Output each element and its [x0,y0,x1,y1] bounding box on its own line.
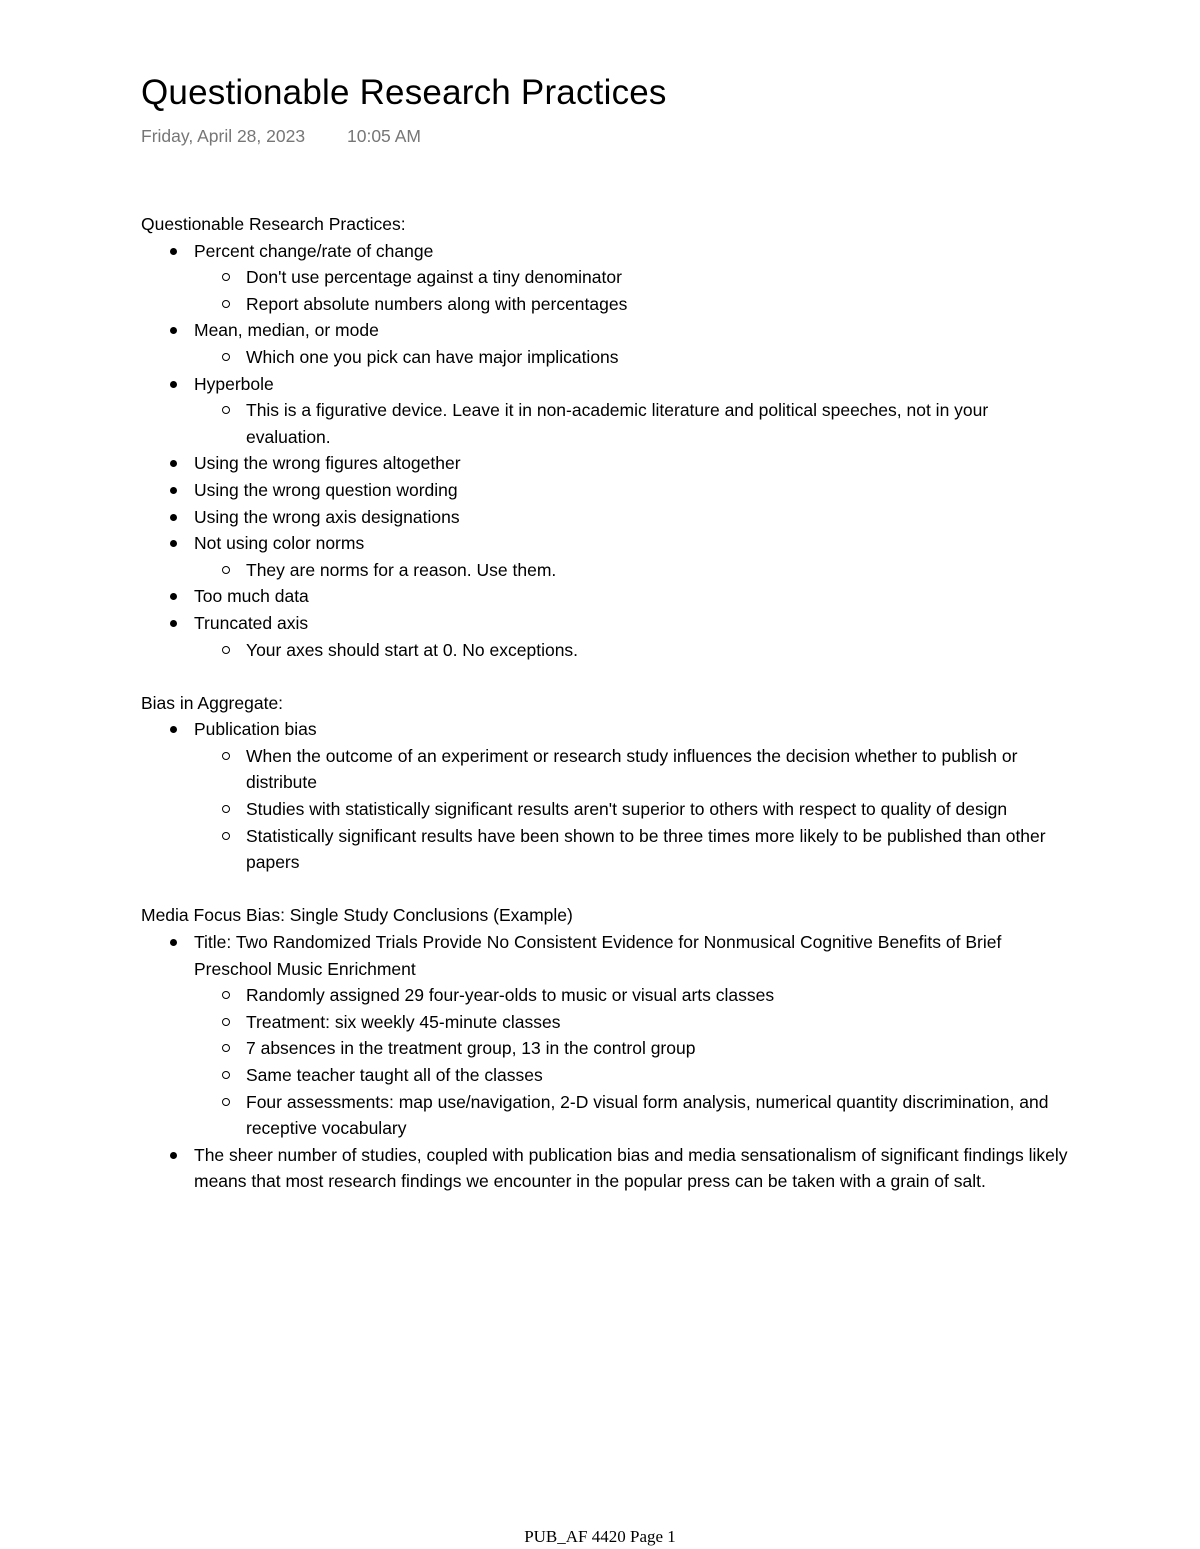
bullet-circle-icon [222,406,230,414]
bullet-dot-icon [170,726,177,733]
sub-list-item-text: When the outcome of an experiment or research study influences the decision whether to publish or distribute [246,745,1018,793]
bullet-circle-icon [222,273,230,281]
list-item-text: Not using color norms [194,533,365,554]
sub-bullet-list [194,982,1071,1142]
list-item-text: Using the wrong question wording [194,479,458,500]
sub-list-item-text: Don't use percentage against a tiny denominator [246,267,622,288]
sub-list-item [194,557,1071,584]
list-item-text: Using the wrong axis designations [194,506,460,527]
sub-list-item-text: Treatment: six weekly 45-minute classes [246,1011,561,1032]
sub-list-item [194,1089,1071,1142]
note-date: Friday, April 28, 2023 [141,126,306,146]
list-item [141,610,1071,663]
list-item [141,238,1071,318]
list-item [141,477,1071,504]
sub-list-item-text: Which one you pick can have major implications [246,346,619,367]
bullet-dot-icon [170,593,177,600]
list-item-text: Percent change/rate of change [194,240,434,261]
sub-list-item [194,1035,1071,1062]
sub-bullet-list [194,344,1071,371]
bullet-list [141,238,1071,664]
sub-list-item-text: This is a figurative device. Leave it in non-academic literature and political speeches, not in your evaluation. [246,400,989,447]
bullet-circle-icon [222,1044,230,1052]
list-item [141,317,1071,370]
list-item [141,504,1071,531]
sub-list-item [194,823,1071,876]
sub-list-item-text: Studies with statistically significant results aren't superior to others with respect to quality of design [246,799,1008,820]
section-heading: Questionable Research Practices: [141,214,406,234]
list-item-text: Mean, median, or mode [194,320,379,341]
list-item-text: Truncated axis [194,612,309,633]
sub-list-item-text: They are norms for a reason. Use them. [246,559,557,580]
list-item-text: Too much data [194,586,309,607]
sub-list-item [194,743,1071,796]
list-item [141,1142,1071,1195]
bullet-circle-icon [222,566,230,574]
bullet-list [141,716,1071,876]
bullet-dot-icon [170,939,177,946]
list-item-text: Title: Two Randomized Trials Provide No Consistent Evidence for Nonmusical Cognitive Benefits of Brief Preschool Music Enrichment [194,932,1002,979]
bullet-circle-icon [222,300,230,308]
bullet-circle-icon [222,832,230,840]
bullet-dot-icon [170,1152,177,1159]
sub-list-item [194,796,1071,823]
sub-list-item-text: Randomly assigned 29 four-year-olds to music or visual arts classes [246,985,775,1006]
bullet-dot-icon [170,620,177,627]
sub-list-item [194,344,1071,371]
page-footer: PUB_AF 4420 Page 1 [524,1527,676,1546]
sub-bullet-list [194,397,1071,450]
bullet-circle-icon [222,805,230,813]
bullet-dot-icon [170,460,177,467]
bullet-dot-icon [170,381,177,388]
bullet-circle-icon [222,752,230,760]
bullet-circle-icon [222,353,230,361]
bullet-dot-icon [170,487,177,494]
sub-list-item [194,291,1071,318]
bullet-circle-icon [222,646,230,654]
section-spacer [141,876,1071,903]
sub-list-item-text: 7 absences in the treatment group, 13 in the control group [246,1038,696,1059]
sub-bullet-list [194,743,1071,876]
section-heading: Bias in Aggregate: [141,692,284,713]
list-item [141,583,1071,610]
list-item [141,371,1071,451]
section-heading: Media Focus Bias: Single Study Conclusions (Example) [141,905,573,926]
bullet-circle-icon [222,1071,230,1079]
bullet-circle-icon [222,991,230,999]
list-item [141,716,1071,876]
sub-list-item [194,264,1071,291]
sub-list-item-text: Same teacher taught all of the classes [246,1065,543,1085]
bullet-circle-icon [222,1018,230,1026]
list-item [141,530,1071,583]
bullet-dot-icon [170,327,177,334]
bullet-dot-icon [170,540,177,547]
bullet-dot-icon [170,248,177,255]
note-time: 10:05 AM [347,126,421,146]
section-spacer [141,663,1071,690]
list-item [141,929,1071,1142]
list-item [141,450,1071,477]
sub-list-item [194,1062,1071,1089]
list-item-text: Using the wrong figures altogether [194,453,461,474]
list-item-text: Hyperbole [194,373,274,394]
list-item-text: The sheer number of studies, coupled with publication bias and media sensationalism of significant findings likely means that most research findings we encounter in the popular press can be taken with a grain of salt. [194,1144,1068,1192]
bullet-list [141,929,1071,1195]
sub-list-item [194,1009,1071,1036]
sub-list-item [194,982,1071,1009]
sub-bullet-list [194,264,1071,317]
sub-list-item-text: Your axes should start at 0. No exceptions. [246,639,579,660]
sub-bullet-list [194,557,1071,584]
list-item-text: Publication bias [194,719,317,740]
note-body [141,211,1071,1195]
bullet-dot-icon [170,514,177,521]
bullet-circle-icon [222,1098,230,1106]
sub-bullet-list [194,637,1071,664]
sub-list-item [194,397,1071,450]
page-title: Questionable Research Practices [141,73,667,112]
sub-list-item-text: Statistically significant results have been shown to be three times more likely to be published than other papers [246,825,1046,873]
sub-list-item-text: Four assessments: map use/navigation, 2-D visual form analysis, numerical quantity discrimination, and receptive vocabulary [246,1091,1049,1139]
sub-list-item-text: Report absolute numbers along with percentages [246,293,628,314]
sub-list-item [194,637,1071,664]
